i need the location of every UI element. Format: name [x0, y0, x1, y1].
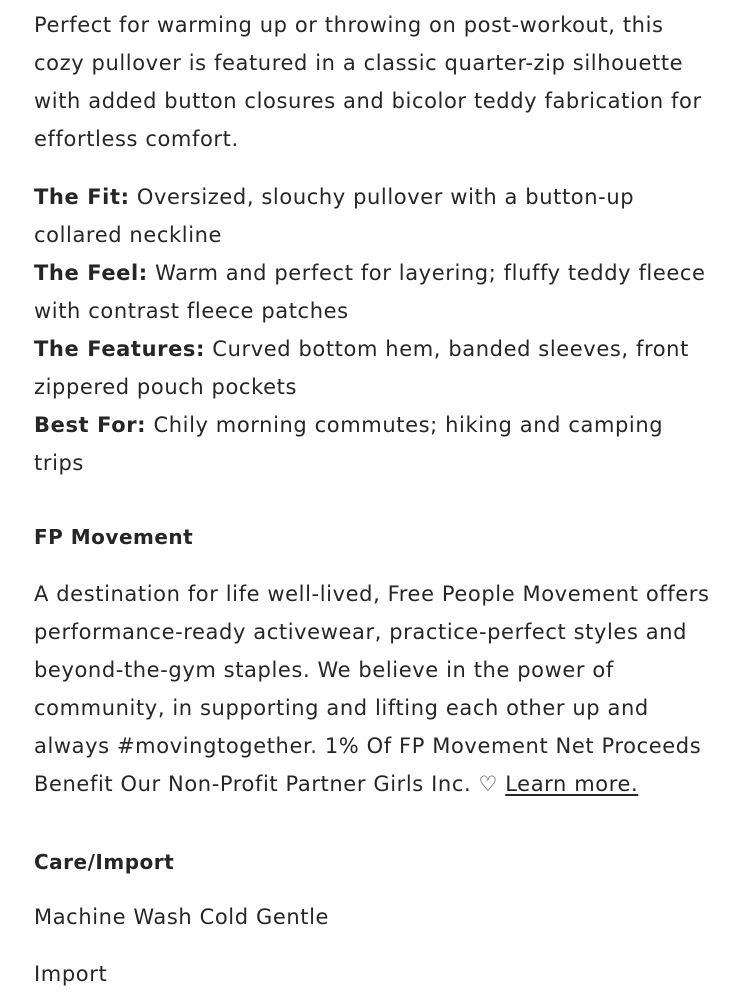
- product-description: Perfect for warming up or throwing on post-workout, this cozy pullover is featured in a classic quarter-zip silhouette with added button closures and bicolor teddy fabrication for effortless comfort.: [34, 13, 702, 151]
- fp-movement-description: [34, 575, 714, 803]
- spec-feel-text: Warm and perfect for layering; fluffy teddy fleece with contrast fleece patches: [34, 261, 706, 323]
- spec-feel-label: The Feel:: [34, 261, 148, 285]
- product-specs: [34, 178, 714, 482]
- heart-icon: ♡: [478, 772, 498, 796]
- spec-best-for: [34, 406, 714, 482]
- spec-best-for-text: Chily morning commutes; hiking and camping trips: [34, 413, 664, 475]
- spec-feel: [34, 254, 714, 330]
- import-note: Import: [34, 962, 108, 986]
- learn-more-link[interactable]: Learn more.: [505, 772, 639, 796]
- spec-features-label: The Features:: [34, 337, 206, 361]
- product-details: [34, 6, 714, 993]
- care-instruction: Machine Wash Cold Gentle: [34, 905, 330, 929]
- spec-features-text: Curved bottom hem, banded sleeves, front zippered pouch pockets: [34, 337, 689, 399]
- spec-features: [34, 330, 714, 406]
- fp-movement-text: A destination for life well-lived, Free People Movement offers performance-ready activewear, practice-perfect styles and beyond-the-gym staples. We believe in the power of community, in supporting and lifting each other up and always #movingtogether. 1% Of FP Movement Net Proceeds Benefit Our Non-Profit Partner Girls Inc.: [34, 582, 710, 796]
- care-import-heading: Care/Import: [34, 850, 175, 874]
- spec-fit: [34, 178, 714, 254]
- fp-movement-heading: FP Movement: [34, 525, 194, 549]
- spec-best-for-label: Best For:: [34, 413, 147, 437]
- spec-fit-label: The Fit:: [34, 185, 130, 209]
- spec-fit-text: Oversized, slouchy pullover with a button-up collared neckline: [34, 185, 635, 247]
